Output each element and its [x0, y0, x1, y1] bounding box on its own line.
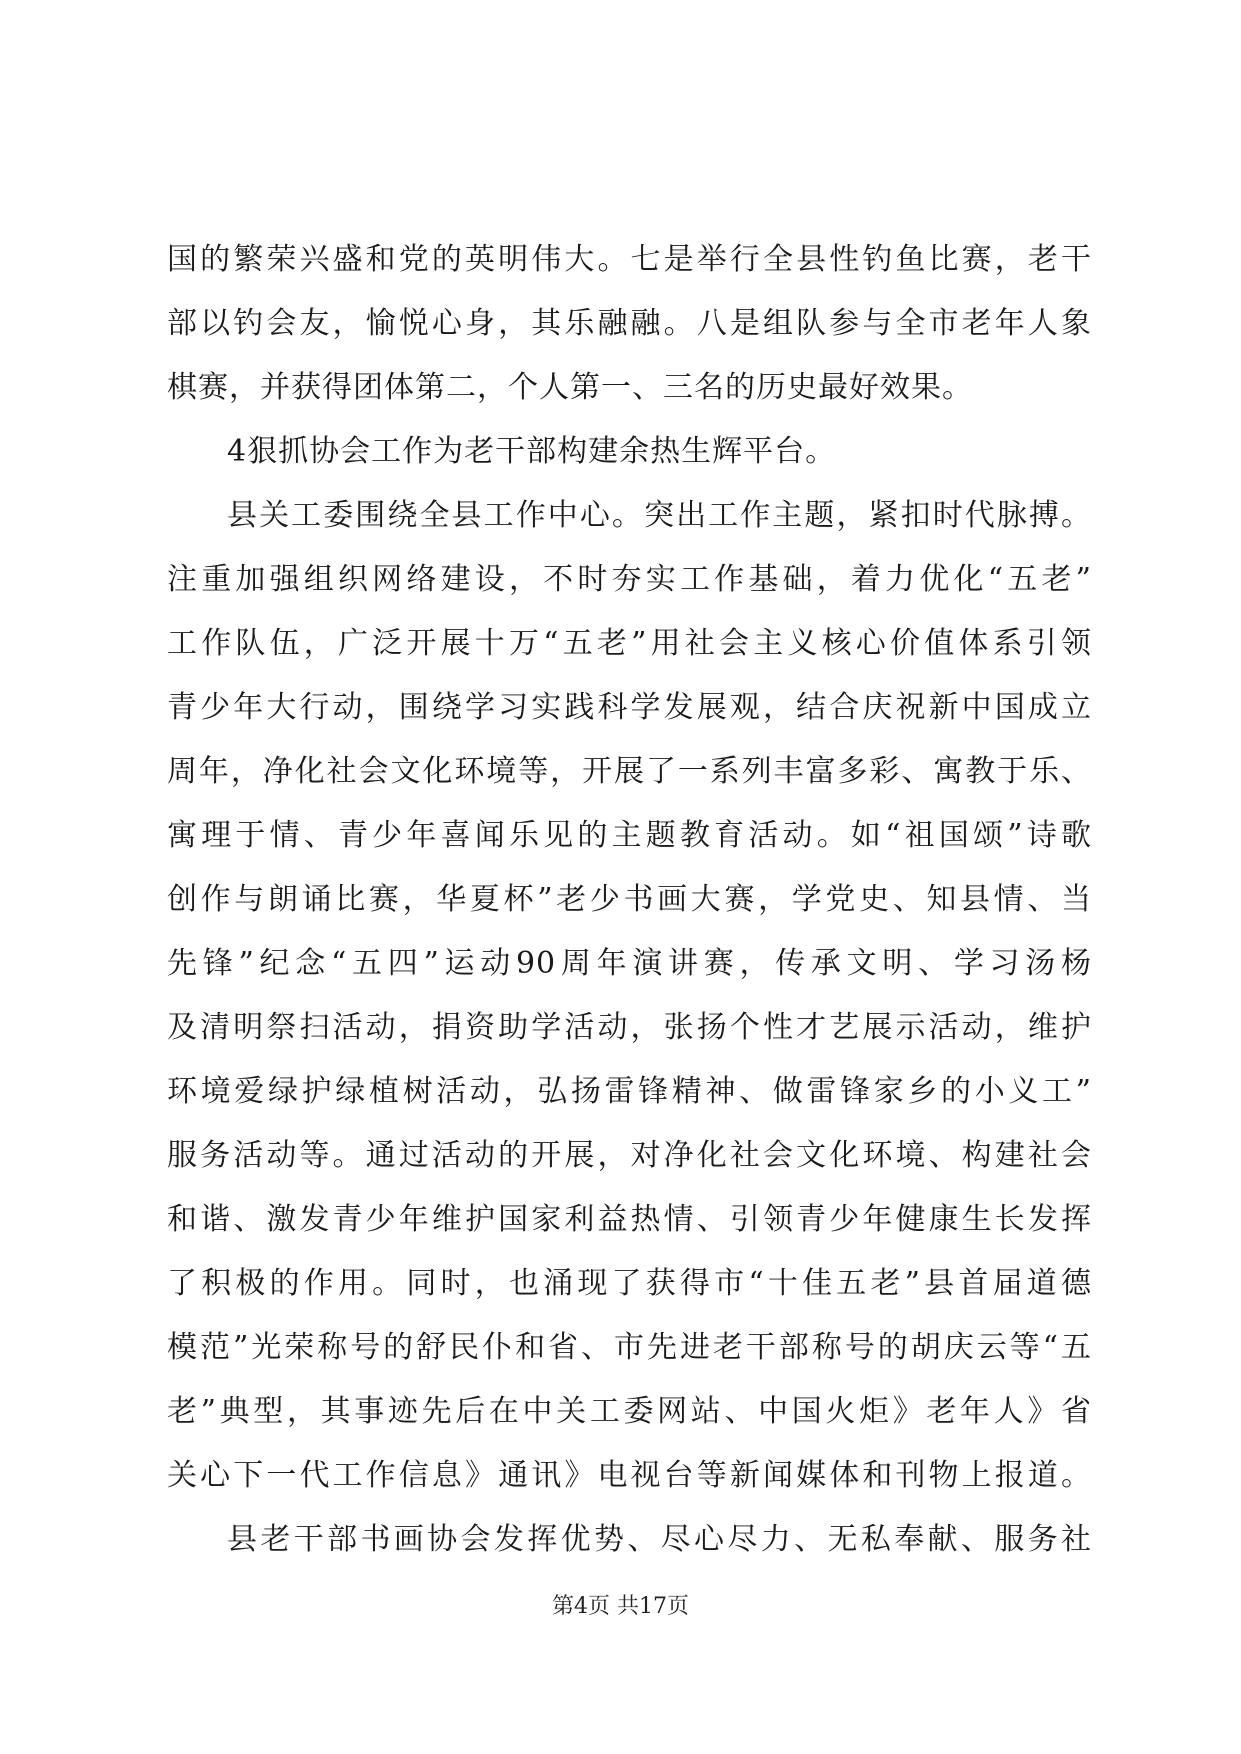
- text-line: 县关工委围绕全县工作中心。突出工作主题，紧扣时代脉搏。: [227, 498, 1092, 533]
- text-line: 青少年大行动，围绕学习实践科学发展观，结合庆祝新中国成立: [167, 690, 1092, 725]
- page-number-footer: 第4页 共17页: [552, 1594, 689, 1619]
- text-line: 了积极的作用。同时，也涌现了获得市“十佳五老”县首届道德: [167, 1266, 1092, 1301]
- text-line: 关心下一代工作信息》通讯》电视台等新闻媒体和刊物上报道。: [167, 1458, 1092, 1493]
- text-line: 国的繁荣兴盛和党的英明伟大。七是举行全县性钓鱼比赛，老干: [167, 242, 1092, 277]
- text-line: 4狠抓协会工作为老干部构建余热生辉平台。: [227, 434, 837, 469]
- text-line: 注重加强组织网络建设，不时夯实工作基础，着力优化“五老”: [167, 562, 1092, 597]
- text-line: 先锋”纪念“五四”运动90周年演讲赛，传承文明、学习汤杨: [167, 946, 1092, 981]
- text-line: 寓理于情、青少年喜闻乐见的主题教育活动。如“祖国颂”诗歌: [167, 818, 1092, 853]
- text-line: 和谐、激发青少年维护国家利益热情、引领青少年健康生长发挥: [167, 1202, 1092, 1237]
- text-line: 老”典型，其事迹先后在中关工委网站、中国火炬》老年人》省: [167, 1394, 1092, 1429]
- text-line: 棋赛，并获得团体第二，个人第一、三名的历史最好效果。: [167, 370, 973, 405]
- text-line: 服务活动等。通过活动的开展，对净化社会文化环境、构建社会: [167, 1138, 1092, 1173]
- text-line: 部以钓会友，愉悦心身，其乐融融。八是组队参与全市老年人象: [167, 306, 1092, 341]
- text-line: 创作与朗诵比赛，华夏杯”老少书画大赛，学党史、知县情、当: [167, 882, 1092, 917]
- text-line: 工作队伍，广泛开展十万“五老”用社会主义核心价值体系引领: [167, 626, 1092, 661]
- text-line: 县老干部书画协会发挥优势、尽心尽力、无私奉献、服务社: [227, 1522, 1092, 1557]
- text-line: 及清明祭扫活动，捐资助学活动，张扬个性才艺展示活动，维护: [167, 1010, 1092, 1045]
- text-line: 周年，净化社会文化环境等，开展了一系列丰富多彩、寓教于乐、: [167, 754, 1092, 789]
- document-body: [167, 228, 1092, 1572]
- text-line: 模范”光荣称号的舒民仆和省、市先进老干部称号的胡庆云等“五: [167, 1330, 1092, 1365]
- text-line: 环境爱绿护绿植树活动，弘扬雷锋精神、做雷锋家乡的小义工”: [167, 1074, 1092, 1109]
